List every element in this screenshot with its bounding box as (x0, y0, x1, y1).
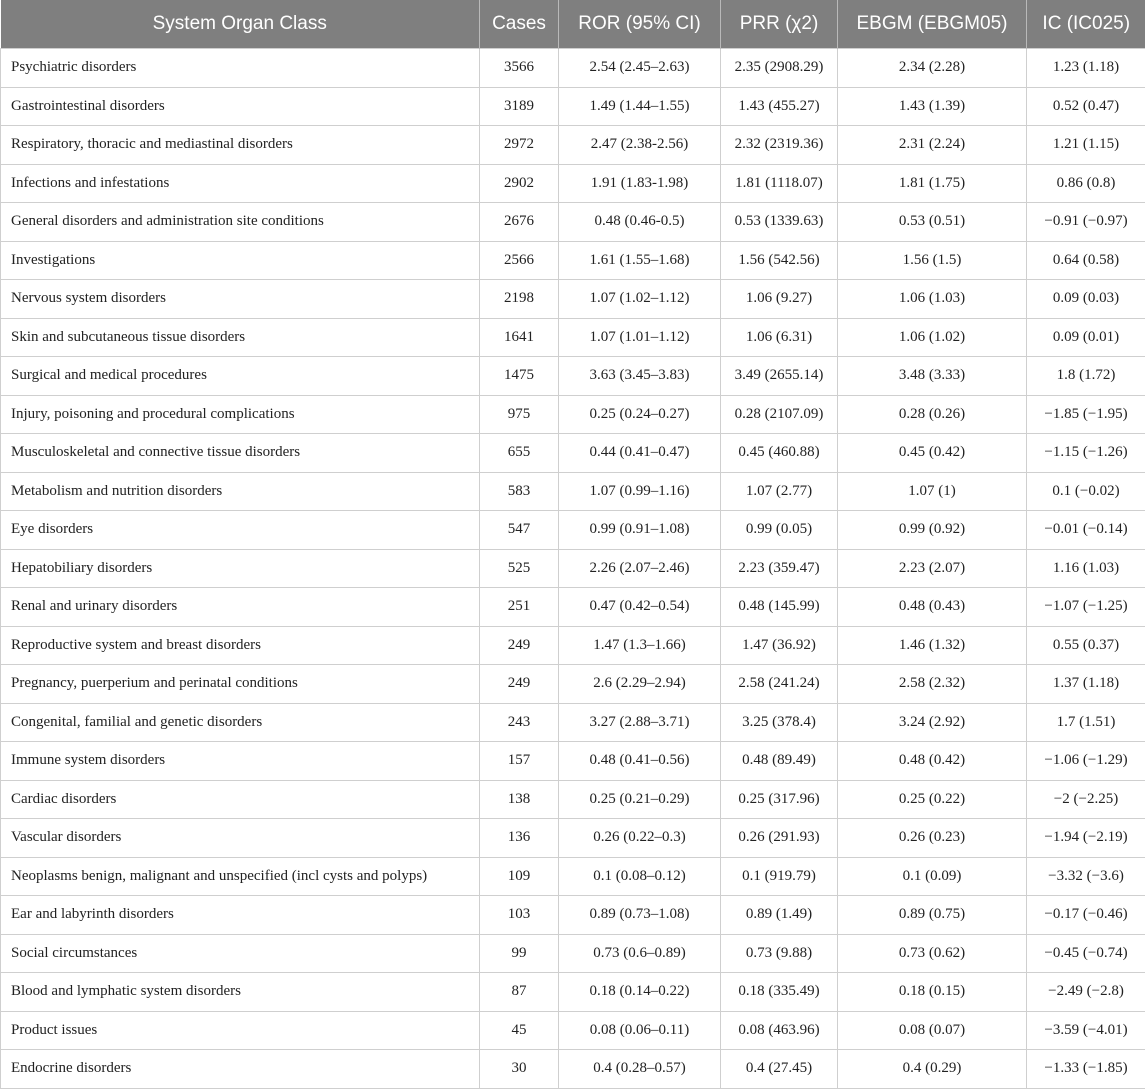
cell-ic: 1.16 (1.03) (1027, 549, 1145, 588)
cell-cases: 655 (480, 434, 559, 473)
cell-ror: 0.47 (0.42–0.54) (559, 588, 721, 627)
cell-prr: 2.32 (2319.36) (721, 126, 838, 165)
cell-ebgm: 1.43 (1.39) (838, 87, 1027, 126)
table-row (1, 819, 1145, 858)
cell-ebgm: 0.48 (0.43) (838, 588, 1027, 627)
cell-system-organ-class: Reproductive system and breast disorders (1, 626, 480, 665)
table-row (1, 973, 1145, 1012)
cell-cases: 1475 (480, 357, 559, 396)
cell-ror: 1.07 (0.99–1.16) (559, 472, 721, 511)
cell-system-organ-class: Ear and labyrinth disorders (1, 896, 480, 935)
header-prr: PRR (χ2) (721, 0, 838, 49)
cell-ebgm: 1.56 (1.5) (838, 241, 1027, 280)
cell-ic: 1.7 (1.51) (1027, 703, 1145, 742)
cell-system-organ-class: Immune system disorders (1, 742, 480, 781)
cell-ebgm: 0.48 (0.42) (838, 742, 1027, 781)
cell-ic: −1.94 (−2.19) (1027, 819, 1145, 858)
table-row (1, 1011, 1145, 1050)
cell-system-organ-class: Skin and subcutaneous tissue disorders (1, 318, 480, 357)
cell-ror: 1.49 (1.44–1.55) (559, 87, 721, 126)
cell-ror: 3.27 (2.88–3.71) (559, 703, 721, 742)
cell-system-organ-class: Psychiatric disorders (1, 49, 480, 88)
cell-prr: 0.1 (919.79) (721, 857, 838, 896)
cell-ror: 0.44 (0.41–0.47) (559, 434, 721, 473)
cell-ror: 0.48 (0.41–0.56) (559, 742, 721, 781)
cell-ebgm: 0.1 (0.09) (838, 857, 1027, 896)
cell-prr: 0.26 (291.93) (721, 819, 838, 858)
cell-prr: 1.81 (1118.07) (721, 164, 838, 203)
cell-system-organ-class: Renal and urinary disorders (1, 588, 480, 627)
table-row (1, 203, 1145, 242)
cell-system-organ-class: Surgical and medical procedures (1, 357, 480, 396)
cell-cases: 251 (480, 588, 559, 627)
cell-cases: 2198 (480, 280, 559, 319)
cell-system-organ-class: Hepatobiliary disorders (1, 549, 480, 588)
cell-system-organ-class: Blood and lymphatic system disorders (1, 973, 480, 1012)
cell-ror: 0.26 (0.22–0.3) (559, 819, 721, 858)
table-row (1, 241, 1145, 280)
cell-ror: 0.18 (0.14–0.22) (559, 973, 721, 1012)
cell-prr: 0.48 (145.99) (721, 588, 838, 627)
cell-cases: 136 (480, 819, 559, 858)
header-row (1, 0, 1145, 49)
cell-ror: 1.61 (1.55–1.68) (559, 241, 721, 280)
cell-ic: −2.49 (−2.8) (1027, 973, 1145, 1012)
table-row (1, 87, 1145, 126)
cell-prr: 0.25 (317.96) (721, 780, 838, 819)
cell-ic: −1.07 (−1.25) (1027, 588, 1145, 627)
cell-ror: 1.47 (1.3–1.66) (559, 626, 721, 665)
table-row (1, 780, 1145, 819)
cell-system-organ-class: Injury, poisoning and procedural complications (1, 395, 480, 434)
cell-ebgm: 2.34 (2.28) (838, 49, 1027, 88)
cell-system-organ-class: Respiratory, thoracic and mediastinal disorders (1, 126, 480, 165)
cell-prr: 1.07 (2.77) (721, 472, 838, 511)
header-ebgm: EBGM (EBGM05) (838, 0, 1027, 49)
cell-prr: 0.08 (463.96) (721, 1011, 838, 1050)
cell-ebgm: 1.06 (1.02) (838, 318, 1027, 357)
cell-cases: 99 (480, 934, 559, 973)
cell-ror: 0.89 (0.73–1.08) (559, 896, 721, 935)
cell-ic: −1.06 (−1.29) (1027, 742, 1145, 781)
header-ic: IC (IC025) (1027, 0, 1145, 49)
table-row (1, 626, 1145, 665)
cell-ic: 0.09 (0.01) (1027, 318, 1145, 357)
cell-ror: 2.26 (2.07–2.46) (559, 549, 721, 588)
cell-ic: 1.23 (1.18) (1027, 49, 1145, 88)
cell-ror: 0.73 (0.6–0.89) (559, 934, 721, 973)
cell-ebgm: 2.58 (2.32) (838, 665, 1027, 704)
cell-ebgm: 0.4 (0.29) (838, 1050, 1027, 1089)
cell-cases: 243 (480, 703, 559, 742)
cell-cases: 583 (480, 472, 559, 511)
cell-prr: 2.23 (359.47) (721, 549, 838, 588)
table-row (1, 395, 1145, 434)
cell-ror: 0.48 (0.46-0.5) (559, 203, 721, 242)
table-row (1, 896, 1145, 935)
table-row (1, 126, 1145, 165)
cell-cases: 2972 (480, 126, 559, 165)
cell-ror: 0.25 (0.21–0.29) (559, 780, 721, 819)
cell-ic: −0.91 (−0.97) (1027, 203, 1145, 242)
cell-ic: 0.64 (0.58) (1027, 241, 1145, 280)
cell-cases: 2676 (480, 203, 559, 242)
table-row (1, 164, 1145, 203)
table-row (1, 934, 1145, 973)
cell-system-organ-class: Nervous system disorders (1, 280, 480, 319)
cell-ror: 2.54 (2.45–2.63) (559, 49, 721, 88)
table-row (1, 549, 1145, 588)
cell-prr: 0.18 (335.49) (721, 973, 838, 1012)
cell-prr: 0.53 (1339.63) (721, 203, 838, 242)
table-row (1, 703, 1145, 742)
cell-prr: 0.73 (9.88) (721, 934, 838, 973)
cell-system-organ-class: Congenital, familial and genetic disorders (1, 703, 480, 742)
table-row (1, 280, 1145, 319)
cell-system-organ-class: Neoplasms benign, malignant and unspecified (incl cysts and polyps) (1, 857, 480, 896)
table-body (1, 49, 1145, 1089)
table-row (1, 472, 1145, 511)
cell-ic: −1.85 (−1.95) (1027, 395, 1145, 434)
cell-ror: 0.08 (0.06–0.11) (559, 1011, 721, 1050)
cell-prr: 1.43 (455.27) (721, 87, 838, 126)
cell-cases: 249 (480, 626, 559, 665)
cell-ebgm: 2.23 (2.07) (838, 549, 1027, 588)
cell-cases: 138 (480, 780, 559, 819)
cell-cases: 3566 (480, 49, 559, 88)
cell-prr: 1.06 (6.31) (721, 318, 838, 357)
cell-prr: 1.56 (542.56) (721, 241, 838, 280)
cell-ic: −1.15 (−1.26) (1027, 434, 1145, 473)
cell-cases: 30 (480, 1050, 559, 1089)
cell-ic: 0.09 (0.03) (1027, 280, 1145, 319)
cell-ebgm: 3.48 (3.33) (838, 357, 1027, 396)
cell-system-organ-class: Eye disorders (1, 511, 480, 550)
cell-ebgm: 0.89 (0.75) (838, 896, 1027, 935)
cell-prr: 0.45 (460.88) (721, 434, 838, 473)
cell-ic: −3.59 (−4.01) (1027, 1011, 1145, 1050)
cell-ic: −0.01 (−0.14) (1027, 511, 1145, 550)
header-cases: Cases (480, 0, 559, 49)
cell-ebgm: 0.45 (0.42) (838, 434, 1027, 473)
cell-ebgm: 0.25 (0.22) (838, 780, 1027, 819)
cell-ror: 0.99 (0.91–1.08) (559, 511, 721, 550)
cell-cases: 525 (480, 549, 559, 588)
cell-ebgm: 2.31 (2.24) (838, 126, 1027, 165)
cell-ic: −2 (−2.25) (1027, 780, 1145, 819)
cell-ebgm: 0.08 (0.07) (838, 1011, 1027, 1050)
table-row (1, 665, 1145, 704)
cell-prr: 0.89 (1.49) (721, 896, 838, 935)
cell-system-organ-class: Investigations (1, 241, 480, 280)
cell-prr: 1.06 (9.27) (721, 280, 838, 319)
cell-prr: 3.25 (378.4) (721, 703, 838, 742)
cell-cases: 45 (480, 1011, 559, 1050)
cell-ic: −1.33 (−1.85) (1027, 1050, 1145, 1089)
cell-prr: 2.58 (241.24) (721, 665, 838, 704)
table-row (1, 434, 1145, 473)
cell-ror: 0.25 (0.24–0.27) (559, 395, 721, 434)
cell-ic: −0.45 (−0.74) (1027, 934, 1145, 973)
cell-cases: 87 (480, 973, 559, 1012)
header-ror: ROR (95% CI) (559, 0, 721, 49)
cell-ebgm: 0.73 (0.62) (838, 934, 1027, 973)
cell-ror: 3.63 (3.45–3.83) (559, 357, 721, 396)
cell-system-organ-class: Cardiac disorders (1, 780, 480, 819)
cell-ebgm: 1.46 (1.32) (838, 626, 1027, 665)
cell-system-organ-class: Vascular disorders (1, 819, 480, 858)
cell-system-organ-class: Musculoskeletal and connective tissue disorders (1, 434, 480, 473)
cell-cases: 2566 (480, 241, 559, 280)
header-system-organ-class: System Organ Class (1, 0, 480, 49)
cell-cases: 157 (480, 742, 559, 781)
cell-system-organ-class: Gastrointestinal disorders (1, 87, 480, 126)
cell-system-organ-class: Infections and infestations (1, 164, 480, 203)
cell-ebgm: 0.99 (0.92) (838, 511, 1027, 550)
table-row (1, 742, 1145, 781)
cell-ebgm: 0.18 (0.15) (838, 973, 1027, 1012)
cell-ebgm: 0.26 (0.23) (838, 819, 1027, 858)
cell-system-organ-class: General disorders and administration site conditions (1, 203, 480, 242)
table-row (1, 49, 1145, 88)
cell-ror: 0.4 (0.28–0.57) (559, 1050, 721, 1089)
cell-cases: 103 (480, 896, 559, 935)
cell-cases: 2902 (480, 164, 559, 203)
cell-ic: 0.52 (0.47) (1027, 87, 1145, 126)
cell-ror: 1.07 (1.02–1.12) (559, 280, 721, 319)
cell-ic: −0.17 (−0.46) (1027, 896, 1145, 935)
cell-prr: 3.49 (2655.14) (721, 357, 838, 396)
cell-system-organ-class: Product issues (1, 1011, 480, 1050)
cell-ror: 2.47 (2.38-2.56) (559, 126, 721, 165)
table-row (1, 1050, 1145, 1089)
cell-ic: 1.8 (1.72) (1027, 357, 1145, 396)
cell-cases: 109 (480, 857, 559, 896)
cell-ic: 0.1 (−0.02) (1027, 472, 1145, 511)
cell-ror: 2.6 (2.29–2.94) (559, 665, 721, 704)
cell-system-organ-class: Social circumstances (1, 934, 480, 973)
table-row (1, 318, 1145, 357)
cell-cases: 975 (480, 395, 559, 434)
cell-ror: 0.1 (0.08–0.12) (559, 857, 721, 896)
cell-cases: 3189 (480, 87, 559, 126)
table-row (1, 357, 1145, 396)
cell-system-organ-class: Endocrine disorders (1, 1050, 480, 1089)
cell-ic: 0.86 (0.8) (1027, 164, 1145, 203)
cell-ebgm: 1.06 (1.03) (838, 280, 1027, 319)
cell-prr: 1.47 (36.92) (721, 626, 838, 665)
cell-system-organ-class: Pregnancy, puerperium and perinatal conditions (1, 665, 480, 704)
cell-prr: 0.4 (27.45) (721, 1050, 838, 1089)
cell-prr: 0.28 (2107.09) (721, 395, 838, 434)
table-row (1, 857, 1145, 896)
cell-ic: 1.37 (1.18) (1027, 665, 1145, 704)
cell-ebgm: 3.24 (2.92) (838, 703, 1027, 742)
cell-cases: 249 (480, 665, 559, 704)
cell-system-organ-class: Metabolism and nutrition disorders (1, 472, 480, 511)
cell-ror: 1.07 (1.01–1.12) (559, 318, 721, 357)
cell-cases: 1641 (480, 318, 559, 357)
cell-ic: −3.32 (−3.6) (1027, 857, 1145, 896)
table-row (1, 511, 1145, 550)
cell-ebgm: 1.81 (1.75) (838, 164, 1027, 203)
cell-prr: 0.99 (0.05) (721, 511, 838, 550)
cell-cases: 547 (480, 511, 559, 550)
cell-prr: 0.48 (89.49) (721, 742, 838, 781)
table-row (1, 588, 1145, 627)
cell-ebgm: 0.53 (0.51) (838, 203, 1027, 242)
cell-ebgm: 1.07 (1) (838, 472, 1027, 511)
cell-ror: 1.91 (1.83-1.98) (559, 164, 721, 203)
cell-ic: 1.21 (1.15) (1027, 126, 1145, 165)
cell-ebgm: 0.28 (0.26) (838, 395, 1027, 434)
cell-ic: 0.55 (0.37) (1027, 626, 1145, 665)
cell-prr: 2.35 (2908.29) (721, 49, 838, 88)
table-header (1, 0, 1145, 49)
